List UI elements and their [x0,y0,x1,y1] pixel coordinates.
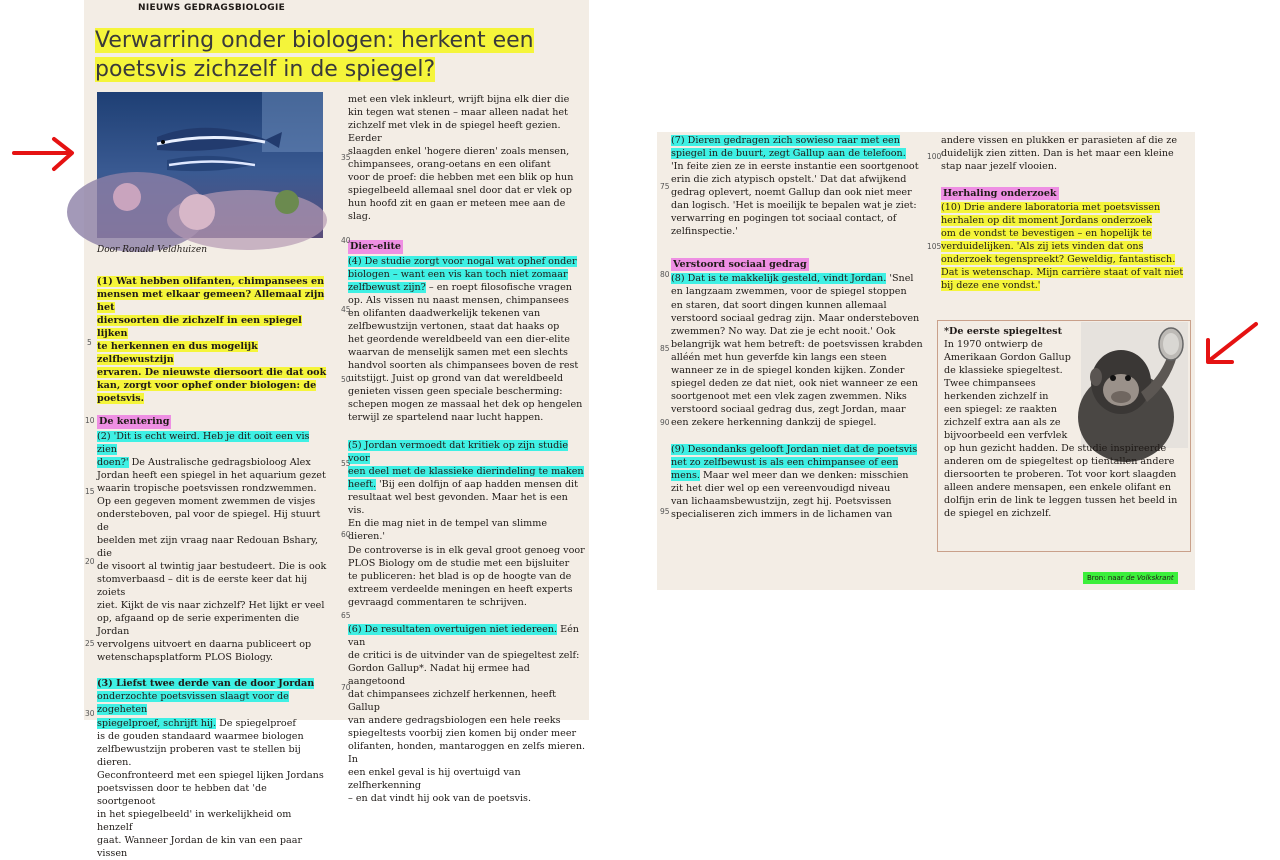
column-4 [941,134,1193,293]
text-line: de critici is de uitvinder van de spiegeltest zelf: [348,649,580,661]
text-line: schepen mogen ze massaal het dek op hengelen [348,399,583,411]
intro-line: mensen met elkaar gemeen? Allemaal zijn het [97,289,325,314]
text-line: verstoord sociaal gedrag dus, zegt Jordan, maar [671,403,906,415]
text-line: verstoord sociaal gedrag zijn. Maar ondersteboven [671,312,920,324]
headline-line-1: Verwarring onder biologen: herkent een [95,28,534,53]
text-line: chimpansees, orang-oetans en een olifant [348,159,551,171]
column-1 [97,275,327,860]
text-line: dat chimpansees zichzelf herkennen, heeft Gallup [348,688,557,714]
highlight-line: mens. [671,470,700,482]
subheading-de-kentering: De kentering [99,416,170,428]
highlight-line: herhalen op dit moment Jordans onderzoek [941,215,1153,227]
highlight-line: bij deze ene vondst.' [941,280,1041,292]
text-line: hun hoofd zit en gaan er meteen mee aan de slag. [348,198,566,223]
text-line: – en dat vindt hij ook van de poetsvis. [348,793,531,805]
highlight-line: spiegel in de buurt, zegt Gallup aan de telefoon. [671,148,906,160]
text-line: Eén van [348,623,579,648]
text-line: de spiegel en zichzelf. [944,508,1052,520]
text-line: Geconfronteerd met een spiegel lijken Jordans [97,769,324,781]
intro-line: poetsvis. [97,393,145,405]
text-line: stomverbaasd – dit is de eerste keer dat hij zoiets [97,574,308,599]
text-line: wetenschapsplatform PLOS Biology. [97,652,274,664]
paragraph-7 [671,134,923,238]
line-number: 60 [341,530,351,539]
paragraph-9-continued [941,134,1193,173]
highlight-line: verduidelijken. 'Als zij iets vinden dat ons [941,241,1144,253]
text-line: in het spiegelbeeld' in werkelijkheid om henzelf [97,808,292,833]
text-line: stap naar jezelf vlooien. [941,161,1058,173]
highlight-line: Dat is wetenschap. Mijn carrière staat of valt niet [941,267,1184,279]
subheading-verstoord-sociaal-gedrag: Verstoord sociaal gedrag [673,259,807,271]
line-number: 30 [85,709,95,718]
intro-line: kan, zorgt voor ophef onder biologen: de [97,380,317,392]
text-line: Gordon Gallup*. Nadat hij ermee had aangetoond [348,662,530,687]
text-line: handvol soorten als chimpansees boven de rest [348,359,579,371]
text-line: – en roept filosofische vragen [425,281,572,293]
line-number: 55 [341,459,351,468]
text-line: diersoorten te proberen. Tot voor kort slaagden [944,469,1177,481]
text-line: een spiegel: ze raakten [944,404,1057,416]
sidebar-narrow-text [944,325,1086,442]
text-line: extreem verdeelde meningen en heeft experts [348,583,573,595]
text-line: 'In feite zien ze in eerste instantie een soortgenoot [671,161,919,173]
line-number: 85 [660,344,670,353]
text-line: de visoort al twintig jaar bestudeert. Die is ook [97,560,327,572]
text-line: zwemmen? No way. Dat zie je echt nooit.' Ook [671,325,896,337]
text-line: De Australische gedragsbioloog Alex [128,456,311,468]
text-line: PLOS Biology om de studie met een bijsluiter [348,557,570,569]
sidebar-wide-text [944,442,1186,520]
highlight-line: een deel met de klassieke dierindeling te maken [348,466,584,478]
highlight-line: doen?' [97,456,129,468]
sidebar-box-eerste-spiegeltest [937,320,1191,552]
line-number: 70 [341,683,351,692]
paragraph-10 [941,201,1193,292]
sidebar-title: *De eerste spiegeltest [944,326,1063,337]
text-line: Maar wel meer dan we denken: misschien [699,470,909,482]
source-prefix: Bron: naar [1087,574,1126,582]
text-line: zelfbewustzijn proberen vast te stellen bij dieren. [97,743,301,768]
text-line: met een vlek inkleurt, wrijft bijna elk dier die [348,94,570,105]
text-line: ziet. Kijkt de vis naar zichzelf? Het lijkt er veel [97,600,325,612]
highlight-line: zelfbewust zijn? [348,281,426,293]
text-line: op. Als vissen nu naast mensen, chimpansees [348,294,569,306]
line-number: 5 [87,338,92,347]
text-line: te publiceren: het blad is op de hoogte van de [348,570,572,582]
subheading-herhaling-onderzoek: Herhaling onderzoek [943,188,1057,200]
red-arrow-right-icon [10,135,76,175]
highlight-line: net zo zelfbewust is als een chimpansee of een [671,457,899,469]
text-line: belangrijk wat hem betreft: de poetsvissen krabden [671,338,923,350]
text-line: Twee chimpansees [944,378,1036,390]
text-line: zichzelf met vlek in de spiegel heeft gezien. Eerder [348,120,561,145]
text-line: de klassieke spiegeltest. [944,365,1063,377]
headline-line-2: poetsvis zichzelf in de spiegel? [95,57,436,82]
section-label: NIEUWS GEDRAGSBIOLOGIE [138,3,286,13]
text-line: spiegel deden ze dat niet, ook niet wanneer ze een [671,377,918,389]
line-number: 25 [85,639,95,648]
highlight-line: (6) De resultaten overtuigen niet iedereen. [348,623,558,635]
text-line: bijvoorbeeld een verfvlek [944,430,1068,442]
text-line: alleen andere mensapen, een enkele olifant en [944,482,1172,494]
line-number: 15 [85,487,95,496]
headline [95,26,534,84]
paragraph-3 [97,677,327,860]
highlight-line: (4) De studie zorgt voor nogal wat ophef onder [348,255,577,267]
text-line: Amerikaan Gordon Gallup [944,352,1071,364]
red-arrow-left-icon [1200,318,1262,370]
text-line: 'Bij een dolfijn of aap hadden mensen dit [376,479,578,491]
text-line: wanneer ze in de spiegel konden kijken. Zonder [671,364,905,376]
photo-caption: Door Ronald Veldhuizen [97,245,208,255]
highlight-line: (2) 'Dit is echt weird. Heb je dit ooit een vis zien [97,430,310,455]
text-line: olifanten, honden, mantaroggen en zelfs mieren. In [348,741,586,766]
text-line: De spiegelproef [216,717,296,729]
intro-line: diersoorten die zichzelf in een spiegel lijken [97,315,302,340]
highlight-line: onderzoek tegenspreekt? Geweldig, fantastisch. [941,254,1176,266]
paragraph-8 [671,272,923,429]
text-line: specialiseren zich immers in de lichamen van [671,509,893,521]
text-line: duidelijk zien zitten. Dan is het maar een kleine [941,148,1174,160]
text-line: ondersteboven, pal voor de spiegel. Hij stuurt de [97,508,321,533]
line-number: 90 [660,418,670,427]
text-line: anderen om de spiegeltest op tientallen andere [944,456,1175,468]
text-line: spiegelbeeld allemaal snel door dat er vlek op [348,185,572,197]
line-number: 20 [85,557,95,566]
text-line: andere vissen en plukken er parasieten af die ze [941,135,1177,146]
text-line: slaagden enkel 'hogere dieren' zoals mensen, [348,146,570,158]
highlight-line: (9) Desondanks gelooft Jordan niet dat de poetsvis [671,443,918,455]
text-line: poetsvissen door te hebben dat 'de soortgenoot [97,782,267,807]
text-line: beelden met zijn vraag naar Redouan Bshary, die [97,534,319,559]
text-line: gaat. Wanneer Jordan de kin van een paar vissen [97,834,303,859]
text-line: dolfijn erin de link te leggen tussen het beeld in [944,495,1178,507]
text-line: vervolgens uitvoert en daarna publiceert op [97,639,312,651]
sidebar-paragraph [944,325,1086,442]
line-number: 100 [927,152,942,161]
article-page-right [657,132,1195,590]
text-line: De controverse is in elk geval groot genoeg voor [348,544,585,556]
text-line: genieten vissen geen speciale bescherming: [348,385,563,397]
highlight-line: biologen – want een vis kan toch niet zomaar [348,268,568,280]
line-number: 45 [341,305,351,314]
source-label [1083,572,1178,584]
text-line: een enkel geval is hij overtuigd van zelfherkenning [348,767,521,792]
text-line: dan logisch. 'Het is moeilijk te bepalen wat je ziet: [671,200,917,212]
highlight-line: (7) Dieren gedragen zich sowieso raar met een [671,135,900,146]
line-number: 40 [341,236,351,245]
line-number: 10 [85,416,95,425]
text-line: herkenden zichzelf in [944,391,1049,403]
highlight-line: (5) Jordan vermoedt dat kritiek op zijn studie voor [348,440,569,465]
text-line: een zekere herkenning dankzij de spiegel. [671,416,877,428]
highlight-line: spiegelproef, schrijft hij. [97,717,217,729]
text-line: erin die zich atypisch opstelt.' Dat dat afwijkend [671,174,907,186]
text-line: En die mag niet in de tempel van slimme dieren.' [348,518,548,543]
column-3 [671,134,923,521]
text-line: uitstijgt. Juist op grond van dat wereldbeeld [348,372,563,384]
highlight-line: heeft. [348,479,376,491]
text-line: is de gouden standaard waarmee biologen [97,730,304,742]
article-page-left [84,0,589,859]
text-line: verwarring en pogingen tot sociaal contact, of [671,213,897,225]
text-line: soortgenoot met een vlek zagen zwemmen. Niks [671,390,907,402]
line-number: 80 [660,270,670,279]
line-number: 75 [660,182,670,191]
highlight-line: (8) Dat is te makkelijk gesteld, vindt Jordan. [671,273,887,285]
line-number: 105 [927,242,942,251]
paragraph-6 [348,623,586,806]
text-line: zelfinspectie.' [671,226,738,238]
text-line: op hun gezicht hadden. De studie inspireerde [944,443,1167,454]
text-line: Jordan heeft een spiegel in het aquarium gezet [97,469,326,481]
text-line: en langzaam zwemmen, voor de spiegel stoppen [671,286,907,298]
text-line: kin tegen wat stenen – maar alleen nadat het [348,107,568,119]
line-number: 50 [341,375,351,384]
line-number: 95 [660,507,670,516]
paragraph-9 [671,443,923,521]
text-line: voor de proef: die hebben met een blik op hun [348,172,574,184]
text-line: resultaat wel best gevonden. Maar het is een vis. [348,492,568,517]
intro-paragraph [97,275,327,405]
cleaner-fish-photo [97,92,323,238]
paragraph-5 [348,439,586,609]
text-line: van andere gedragsbiologen een hele reeks [348,715,561,727]
highlight-line: (10) Drie andere laboratoria met poetsvissen [941,202,1161,214]
paragraph-2 [97,430,327,665]
text-line: op, afgaand op de serie experimenten die Jordan [97,613,300,638]
highlight-line: onderzochte poetsvissen slaagt voor de zogeheten [97,691,289,716]
text-line: In 1970 ontwierp de [944,339,1043,351]
line-number: 35 [341,153,351,162]
text-line: 'Snel [886,273,914,285]
text-line: zelfbewustzijn vertonen, staat dat haaks op [348,320,560,332]
text-line: spiegeltests voorbij zien komen bij onder meer [348,728,577,740]
text-line: alléén met hun geverfde kin langs een steen [671,351,887,363]
intro-line: (1) Wat hebben olifanten, chimpansees en [97,276,325,287]
text-line: waarvan de menselijk samen met een slechts [348,346,568,358]
text-line: zichzelf extra aan als ze [944,417,1061,429]
paragraph-2-continued [348,93,586,223]
text-line: en olifanten daadwerkelijk tekenen van [348,307,541,319]
text-line: en staren, dat soort dingen kunnen allemaal [671,299,887,311]
chimpanzee-mirror-photo [1081,322,1188,448]
column-2 [348,93,586,805]
highlight-line: om de vondst te bevestigen – en hopelijk te [941,228,1152,240]
intro-line: ervaren. De nieuwste diersoort die dat ook [97,367,327,379]
text-line: terwijl ze spartelend naar lucht happen. [348,412,544,424]
text-line: van lichaamsbewustzijn, zegt hij. Poetsvissen [671,496,892,508]
text-line: zit het dier wel op een vereenvoudigd niveau [671,483,891,495]
text-line: Op een gegeven moment zwemmen de visjes [97,495,316,507]
text-line: gedrag oplevert, noemt Gallup dan ook niet meer [671,187,912,199]
text-line: gevraagd commentaren te schrijven. [348,596,527,608]
line-number: 65 [341,611,351,620]
highlight-line: (3) Liefst twee derde van de door Jordan [97,678,315,690]
sidebar-paragraph [944,442,1186,520]
paragraph-4 [348,255,586,425]
subheading-dier-elite: Dier-elite [350,241,402,253]
text-line: het geordende wereldbeeld van een dier-elite [348,333,570,345]
text-line: waarin tropische poetsvissen rondzwemmen. [97,482,317,494]
intro-line: te herkennen en dus mogelijk zelfbewustzijn [97,341,258,366]
source-name: de Volkskrant [1125,574,1174,582]
